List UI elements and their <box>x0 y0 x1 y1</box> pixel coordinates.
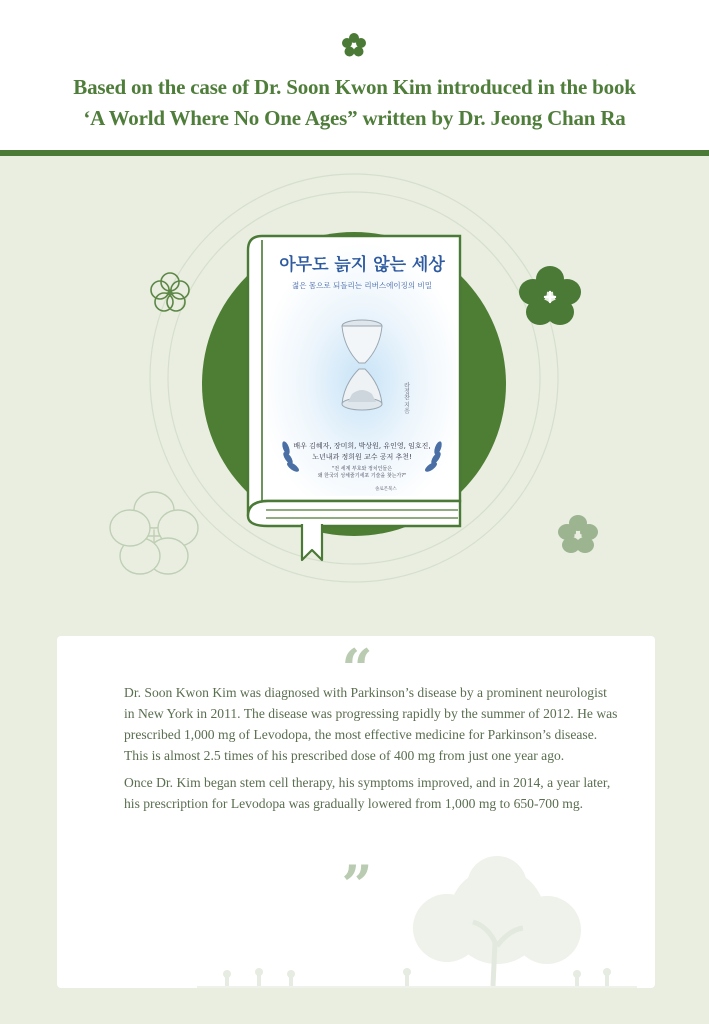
title-line-1: Based on the case of Dr. Soon Kwon Kim introduced in the book <box>73 75 636 99</box>
book-author: 라정찬 지음 <box>402 382 410 414</box>
book-subtitle: 젊은 몸으로 되돌리는 리버스에이징의 비밀 <box>292 281 432 290</box>
title-line-2: ‘A World Where No One Ages” written by Dr. Jeong Chan Ra <box>83 106 626 130</box>
outline-flower-large-icon <box>110 492 198 574</box>
quote-paragraph-2: This is almost 2.5 times of his prescribed dose of 400 mg from just one year ago. <box>124 748 565 763</box>
book-publisher: 솔로몬북스 <box>375 487 397 492</box>
page-title <box>0 72 709 134</box>
quote-card <box>57 636 655 988</box>
book-endorse-2: 노년내과 정희원 교수 공저 추천! <box>312 453 412 461</box>
soft-flower-icon <box>558 515 598 553</box>
tree-watermark-icon <box>197 846 637 988</box>
quote-paragraph-3: Once Dr. Kim began stem cell therapy, his symptoms improved, and in 2014, a year later, his prescription for Levodopa was gradually lowered from 1,000 mg to 650-700 mg. <box>124 775 611 811</box>
book-title: 아무도 늙지 않는 세상 <box>279 255 445 275</box>
quote-open-icon: “ <box>341 637 373 701</box>
book-illustration <box>0 156 709 626</box>
solid-flower-icon <box>519 266 581 325</box>
quote-paragraph-1: Dr. Soon Kwon Kim was diagnosed with Parkinson’s disease by a prominent neurologist in New York in 2011. The disease was progressing rapidly by the summer of 2012. He was prescribed 1,000 mg of Levodopa, the most effective medicine for Parkinson’s disease. <box>124 685 618 742</box>
quote-close-icon: ” <box>341 853 373 917</box>
book-endorse-1: 배우 김혜자, 장미희, 박상원, 유인영, 임호진, <box>293 442 431 450</box>
book-blurb-1: "전 세계 부호와 정치인들은 <box>331 466 393 472</box>
flower-icon <box>342 33 366 57</box>
book-blurb-2: 왜 한국의 성체줄기세포 기술을 찾는가?" <box>317 473 407 479</box>
quote-body <box>124 682 620 820</box>
